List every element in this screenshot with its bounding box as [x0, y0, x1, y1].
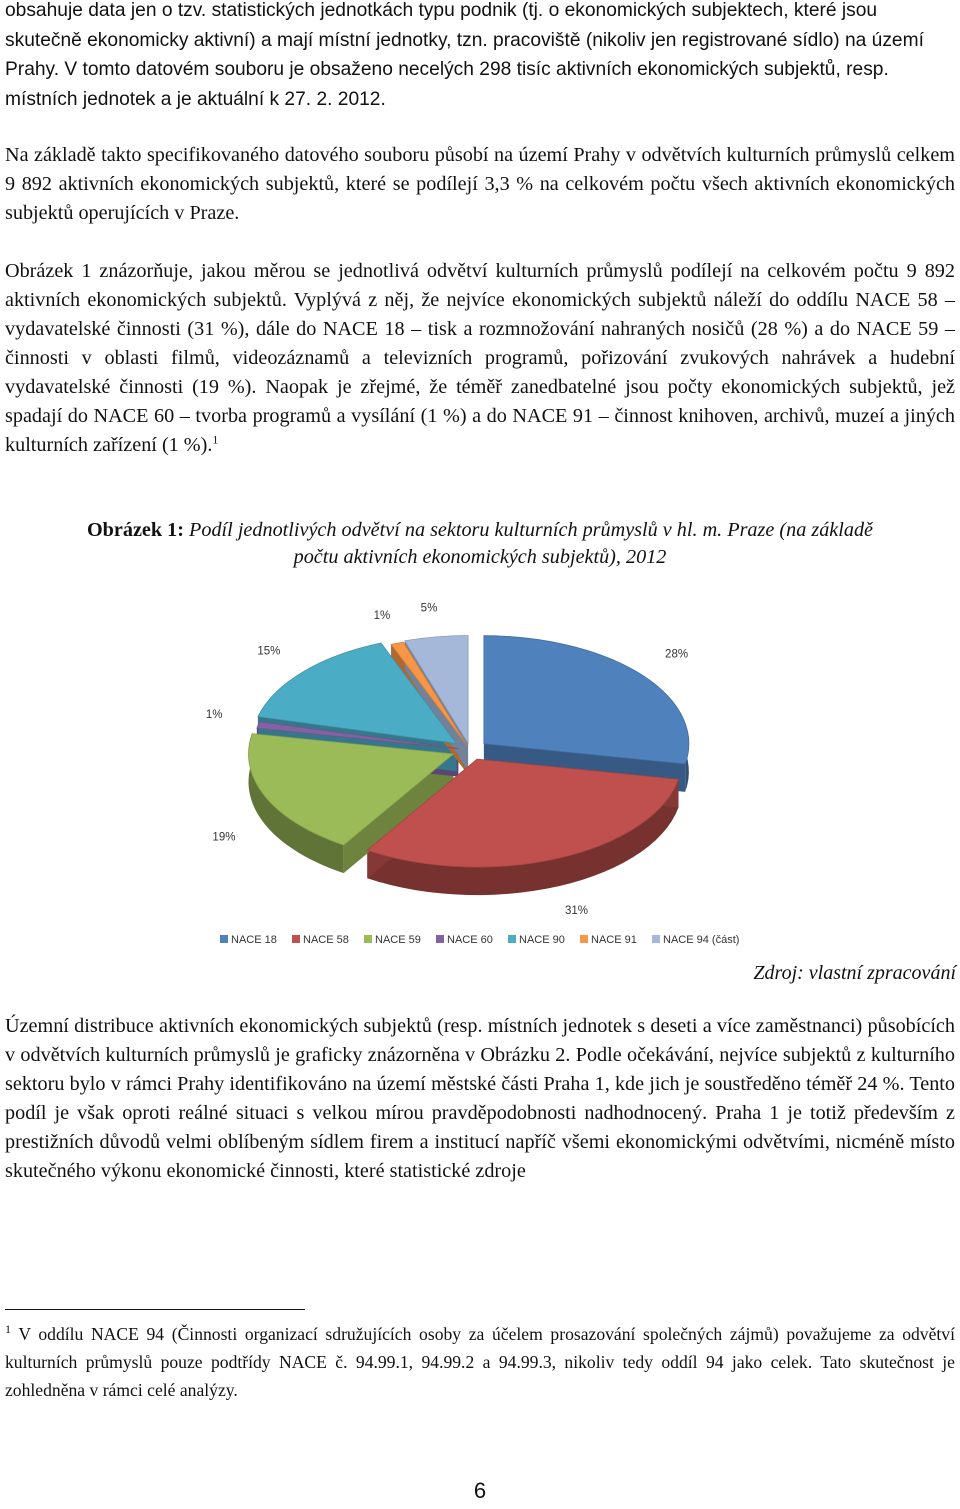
- caption-text-line2: počtu aktivních ekonomických subjektů), 2012: [293, 546, 667, 568]
- legend-swatch-nace-18: [220, 935, 228, 943]
- page-number: 6: [473, 1478, 487, 1503]
- legend-swatch-nace-94-st: [652, 935, 660, 943]
- pie-label-nace-58: 31%: [564, 905, 588, 918]
- footnote-text: V oddílu NACE 94 (Činnosti organizací sdružujících osoby za účelem prosazování společných zájmů) považujeme za odvětví kulturních průmyslů pouze podtřídy NACE č. 94.99.1, 94.99.2 a 94.99.3, nikoliv tedy oddíl 94 jako celek. Tato skutečnost je zohledněna v rámci celé analýzy.: [5, 1324, 955, 1400]
- footnote-reference[interactable]: 1: [212, 432, 219, 447]
- paragraph-2: Na základě takto specifikovaného datového souboru působí na území Prahy v odvětvích kulturních průmyslů celkem 9 892 aktivních ekonomických subjektů, které se podílejí 3,3 % na celkovém počtu všech aktivních ekonomických subjektů operujících v Praze.: [5, 144, 955, 224]
- legend-swatch-nace-60: [436, 935, 444, 943]
- legend-swatch-nace-58: [292, 935, 300, 943]
- chart-legend: [220, 934, 739, 946]
- pie-label-nace-18: 28%: [665, 648, 689, 661]
- legend-label-nace-94-st: NACE 94 (část): [663, 934, 740, 946]
- legend-label-nace-58: NACE 58: [303, 934, 349, 946]
- pie-label-nace-60: 1%: [205, 708, 223, 721]
- footnote-number: 1: [5, 1322, 11, 1337]
- caption-text-line1: Podíl jednotlivých odvětví na sektoru kulturních průmyslů v hl. m. Praze (na základě: [189, 519, 874, 541]
- legend-swatch-nace-59: [364, 935, 372, 943]
- legend-label-nace-91: NACE 91: [591, 934, 637, 946]
- footnote: [5, 1320, 955, 1404]
- pie-slice-nace-18: [484, 636, 689, 764]
- figure-caption: [0, 517, 960, 571]
- legend-swatch-nace-91: [580, 935, 588, 943]
- pie-label-nace-91: 1%: [373, 609, 391, 622]
- legend-swatch-nace-90: [508, 935, 516, 943]
- footnote-divider: [5, 1309, 305, 1310]
- pie-top-layer: [248, 635, 688, 867]
- pie-chart: [180, 600, 780, 960]
- pie-label-nace-59: 19%: [212, 831, 236, 844]
- pie-label-nace-94-st: 5%: [420, 602, 438, 615]
- caption-label: Obrázek 1:: [86, 519, 184, 541]
- paragraph-4: Územní distribuce aktivních ekonomických subjektů (resp. místních jednotek s deseti a více zaměstnanci) působících v odvětvích kulturních průmyslů je graficky znázorněna v Obrázku 2. Podle očekávání, nejvíce subjektů z kulturního sektoru bylo v rámci Prahy identifikováno na území městské části Praha 1, kde jich je soustředěno téměř 24 %. Tento podíl je však oproti reálné situaci s velkou mírou pravděpodobnosti nadhodnocený. Praha 1 je totiž především z prestižních důvodů velmi oblíbeným sídlem firem a institucí napříč všemi ekonomickými odvětvími, nicméně místo skutečného výkonu ekonomické činnosti, které statistické zdroje: [5, 1015, 955, 1182]
- legend-label-nace-18: NACE 18: [231, 934, 277, 946]
- legend-label-nace-59: NACE 59: [375, 934, 421, 946]
- pie-label-nace-90: 15%: [257, 645, 281, 658]
- paragraph-intro: obsahuje data jen o tzv. statistických jednotkách typu podnik (tj. o ekonomických subjektech, které jsou skutečně ekonomicky aktivní) a mají místní jednotky, tzn. pracoviště (nikoliv jen registrované sídlo) na území Prahy. V tomto datovém souboru je obsaženo necelých 298 tisíc aktivních ekonomických subjektů, resp. místních jednotek a je aktuální k 27. 2. 2012.: [5, 0, 924, 110]
- legend-label-nace-90: NACE 90: [519, 934, 565, 946]
- paragraph-3: [5, 257, 955, 460]
- figure-source: Zdroj: vlastní zpracování: [753, 962, 956, 984]
- legend-label-nace-60: NACE 60: [447, 934, 493, 946]
- paragraph-3-text: Obrázek 1 znázorňuje, jakou měrou se jednotlivá odvětví kulturních průmyslů podílejí na celkovém počtu 9 892 aktivních ekonomických subjektů. Vyplývá z něj, že nejvíce ekonomických subjektů náleží do oddílu NACE 58 – vydavatelské činnosti (31 %), dále do NACE 18 – tisk a rozmnožování nahraných nosičů (28 %) a do NACE 59 – činnosti v oblasti filmů, videozáznamů a televizních programů, pořizování zvukových nahrávek a hudební vydavatelské činnosti (19 %). Naopak je zřejmé, že téměř zanedbatelné jsou počty ekonomických subjektů, jež spadají do NACE 60 – tvorba programů a vysílání (1 %) a do NACE 91 – činnost knihoven, archivů, muzeí a jiných kulturních zařízení (1 %).: [5, 260, 955, 456]
